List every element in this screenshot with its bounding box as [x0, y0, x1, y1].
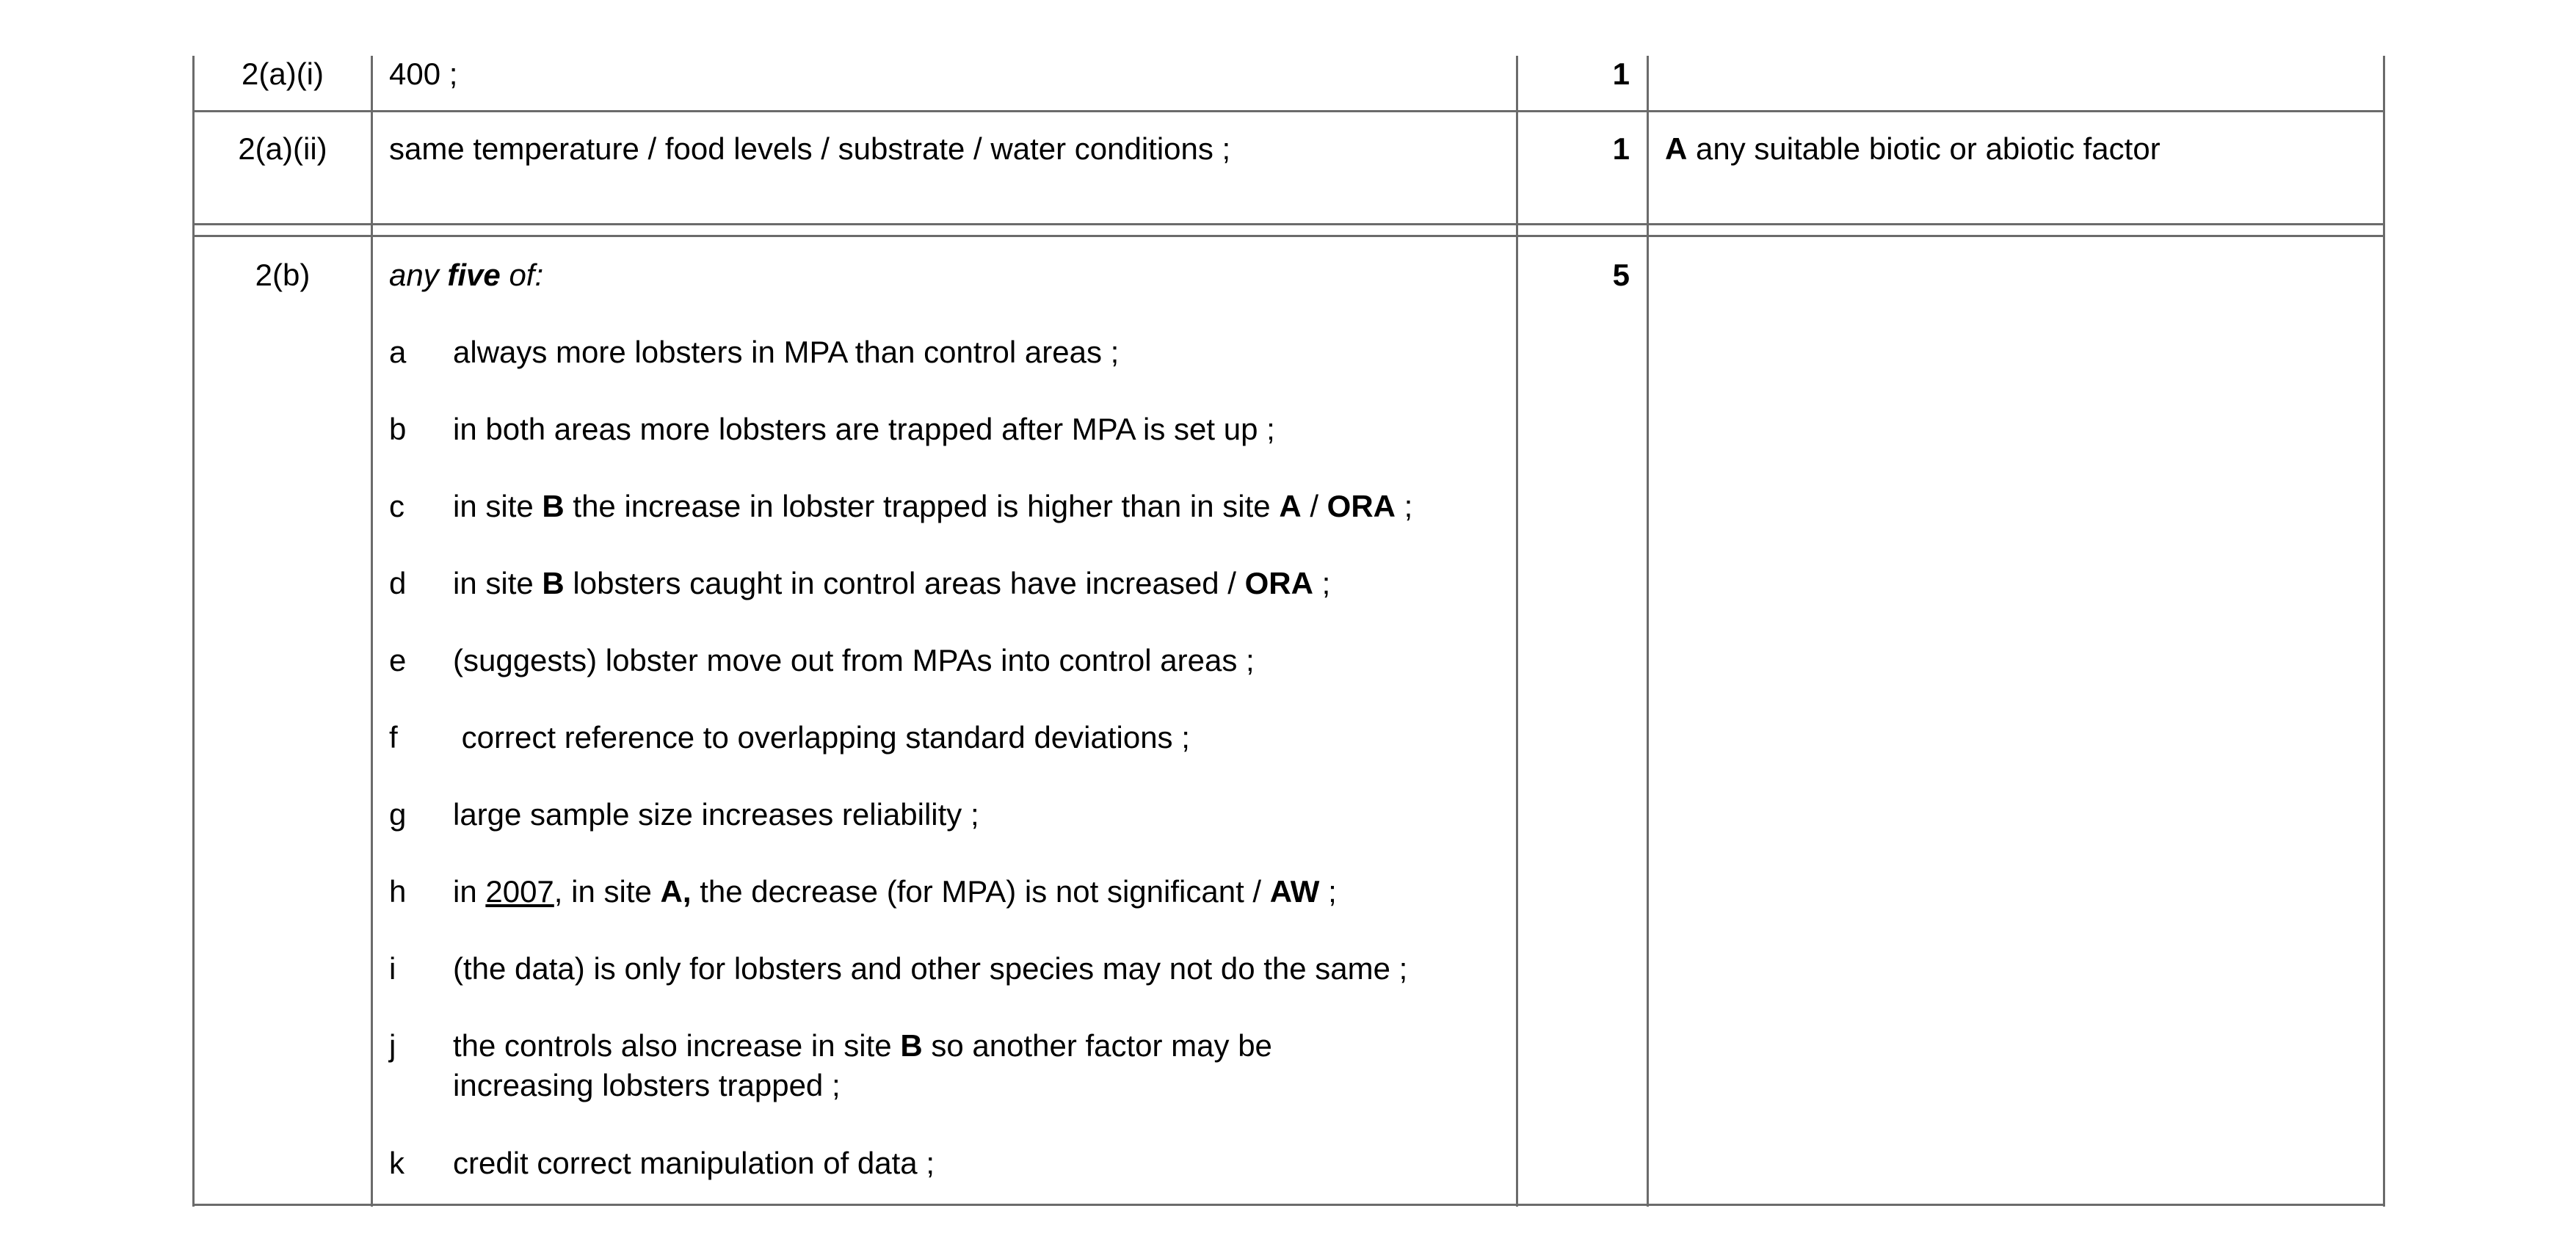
column-divider-marks	[1647, 56, 1649, 1207]
point-part: in site	[453, 489, 543, 523]
column-divider-answer	[1516, 56, 1518, 1207]
point-part: credit correct manipulation of data ;	[453, 1146, 935, 1180]
point-letter: f	[389, 720, 398, 755]
point-letter: d	[389, 566, 407, 600]
question-number: 2(a)(i)	[242, 57, 324, 91]
point-part-bold: AW	[1269, 874, 1320, 909]
guidance-text	[1665, 131, 2160, 167]
point-part: lobsters caught in control areas have increased /	[564, 566, 1245, 600]
point-letter: a	[389, 335, 407, 369]
point-letter: i	[389, 951, 396, 986]
point-part-bold: B	[900, 1028, 923, 1063]
table-bottom-border	[192, 1204, 2385, 1206]
row-divider-double-bottom	[192, 235, 2385, 237]
table-right-border	[2383, 56, 2385, 1207]
marks-value: 1	[1612, 131, 1630, 166]
point-part: the decrease (for MPA) is not significant /	[691, 874, 1270, 909]
answer-text: same temperature / food levels / substrate / water conditions ;	[389, 131, 1231, 166]
point-part: the increase in lobster trapped is higher than in site	[564, 489, 1280, 523]
point-text	[453, 1144, 935, 1183]
point-text	[453, 564, 1330, 603]
intro-five: five	[447, 258, 501, 292]
point-part: ;	[1313, 566, 1331, 600]
point-text	[453, 872, 1337, 912]
guidance-detail: any suitable biotic or abiotic factor	[1696, 131, 2160, 166]
point-letter: c	[389, 489, 404, 523]
point-part: ;	[1396, 489, 1413, 523]
column-divider-question	[371, 56, 373, 1207]
point-letter: j	[389, 1028, 396, 1063]
point-part: (suggests) lobster move out from MPAs into control areas ;	[453, 643, 1255, 677]
point-text	[453, 795, 979, 835]
point-part: the controls also increase in site	[453, 1028, 901, 1063]
point-text	[453, 718, 1190, 757]
point-part-bold: B	[542, 566, 565, 600]
point-part: in both areas more lobsters are trapped after MPA is set up ;	[453, 412, 1275, 446]
marks-value: 5	[1612, 258, 1630, 292]
point-part: in site	[453, 566, 543, 600]
question-number: 2(a)(ii)	[238, 131, 327, 166]
point-part-bold: ORA	[1327, 489, 1396, 523]
point-letter: k	[389, 1146, 404, 1180]
point-part: large sample size increases reliability ;	[453, 797, 979, 832]
marks-value: 1	[1612, 57, 1630, 91]
intro-any: any	[389, 258, 439, 292]
point-part-bold: A	[1279, 489, 1302, 523]
point-part-underlined: 2007	[485, 874, 554, 909]
point-text	[453, 949, 1407, 989]
point-part: so another factor may be	[922, 1028, 1272, 1063]
point-part: (the data) is only for lobsters and other species may not do the same ;	[453, 951, 1408, 986]
point-part: increasing lobsters trapped ;	[453, 1068, 841, 1102]
point-part: /	[1301, 489, 1327, 523]
point-letter: b	[389, 412, 407, 446]
point-part-bold: A,	[660, 874, 692, 909]
row-divider-double-top	[192, 223, 2385, 225]
point-text	[453, 332, 1119, 372]
point-part-bold: ORA	[1244, 566, 1313, 600]
intro-of: of:	[509, 258, 544, 292]
point-text	[453, 641, 1255, 680]
guidance-accept-label: A	[1665, 131, 1688, 166]
answer-text: 400 ;	[389, 57, 458, 91]
point-text-continuation	[453, 1066, 841, 1105]
point-part: in	[453, 874, 486, 909]
point-text	[453, 410, 1275, 449]
point-part: correct reference to overlapping standard deviations ;	[453, 720, 1190, 755]
point-text	[453, 487, 1412, 526]
table-left-border	[192, 56, 195, 1207]
point-part: ;	[1319, 874, 1337, 909]
row-divider	[192, 110, 2385, 112]
point-part-bold: B	[542, 489, 565, 523]
point-letter: g	[389, 797, 407, 832]
point-letter: e	[389, 643, 407, 677]
point-part: , in site	[554, 874, 661, 909]
point-text	[453, 1026, 1272, 1066]
question-number: 2(b)	[255, 258, 311, 292]
point-letter: h	[389, 874, 407, 909]
answer-intro	[389, 257, 543, 294]
point-part: always more lobsters in MPA than control areas ;	[453, 335, 1120, 369]
